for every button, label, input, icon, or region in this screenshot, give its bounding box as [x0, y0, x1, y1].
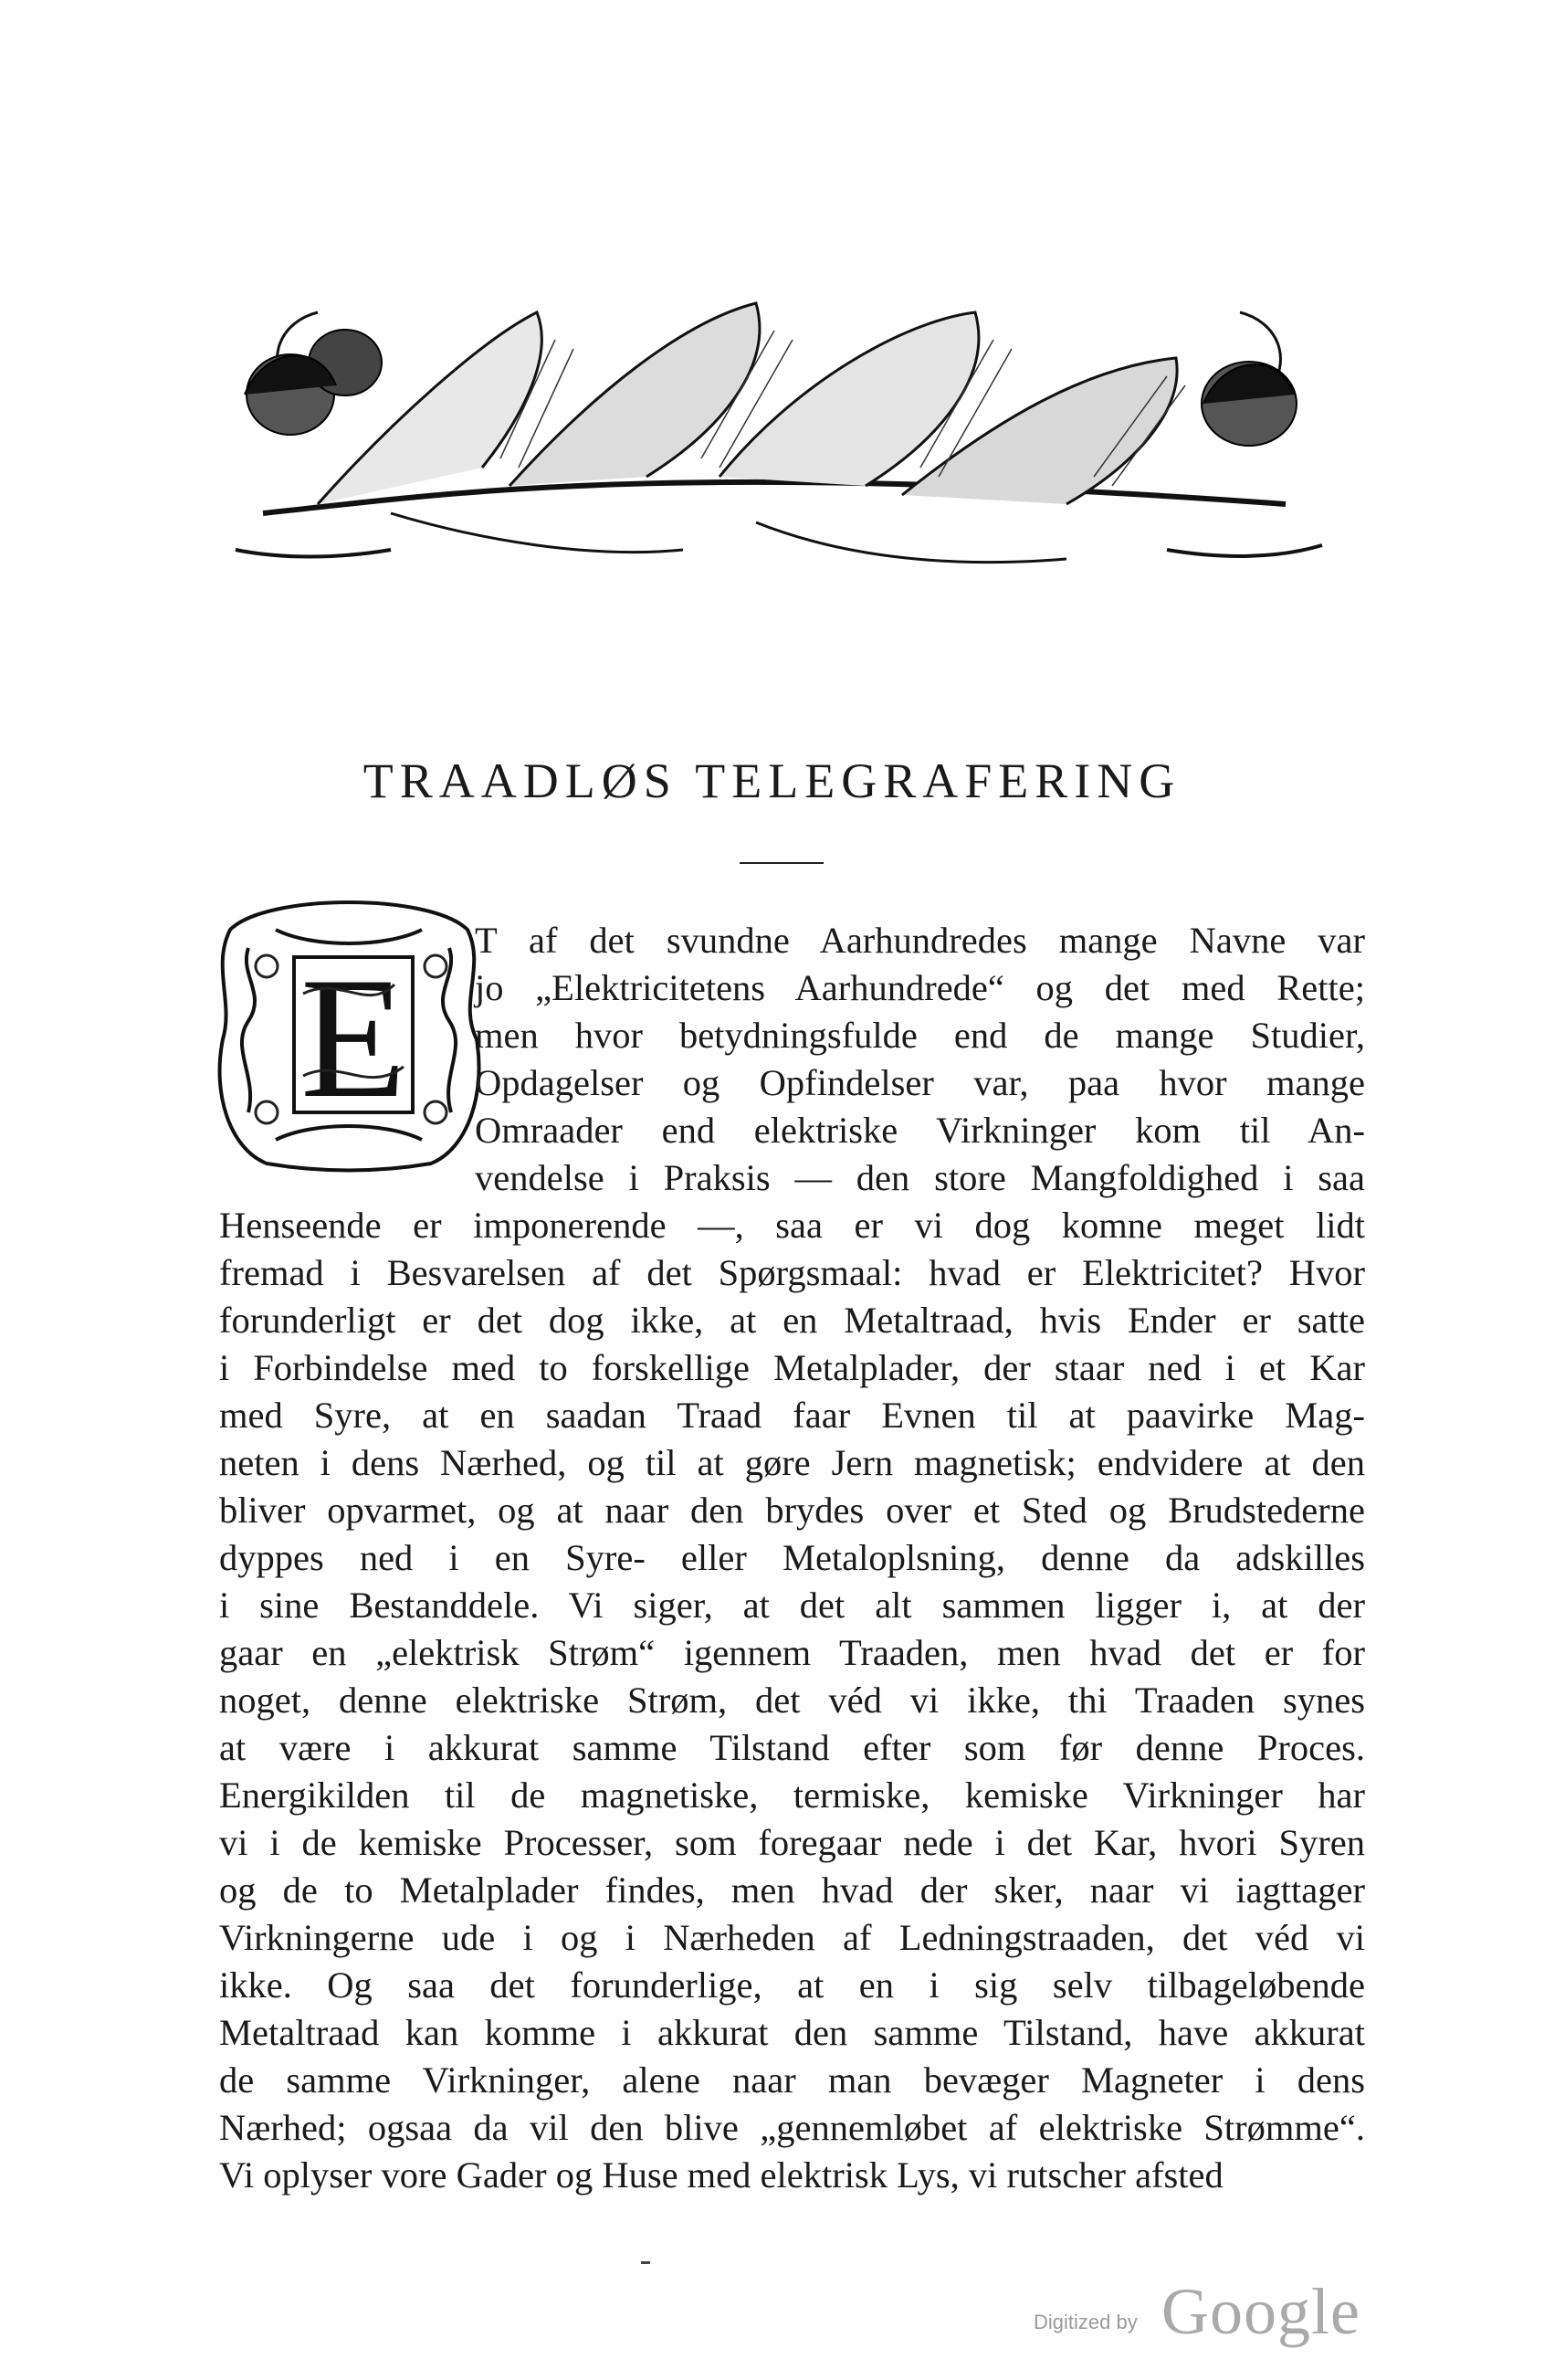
text-line: jo „Elektricitetens Aarhundrede“ og det med Rette;: [475, 967, 1365, 1008]
text-line: i Forbindelse med to forskellige Metalplader, der staar ned i et Kar: [219, 1347, 1365, 1388]
text-line: Henseende er imponerende —, saa er vi dog komne meget lidt: [219, 1205, 1365, 1246]
text-line: Omraader end elektriske Virkninger kom til An-: [475, 1110, 1365, 1151]
text-line: og de to Metalplader findes, men hvad der sker, naar vi iagttager: [219, 1869, 1365, 1911]
text-line: dyppes ned i en Syre- eller Metaloplsning, denne da adskilles: [219, 1537, 1365, 1578]
title-divider: [740, 862, 824, 864]
text-line: med Syre, at en saadan Traad faar Evnen til at paavirke Mag-: [219, 1395, 1365, 1436]
text-line: forunderligt er det dog ikke, at en Metaltraad, hvis Ender er satte: [219, 1300, 1365, 1341]
chapter-title: TRAADLØS TELEGRAFERING: [362, 753, 1182, 808]
text-line: de samme Virkninger, alene naar man bevæger Magneter i dens: [219, 2059, 1365, 2101]
text-line: i sine Bestanddele. Vi siger, at det alt sammen ligger i, at der: [219, 1585, 1365, 1626]
text-line: Opdagelser og Opfindelser var, paa hvor mange: [475, 1062, 1365, 1103]
text-line: Metaltraad kan komme i akkurat den samme Tilstand, have akkurat: [219, 2012, 1365, 2053]
text-line: at være i akkurat samme Tilstand efter som før denne Proces.: [219, 1727, 1365, 1768]
digitized-by-label: Digitized by: [1034, 2311, 1138, 2333]
text-line: T af det svundne Aarhundredes mange Navne var: [475, 920, 1365, 961]
text-line: neten i dens Nærhed, og til at gøre Jern magnetisk; endvidere at den: [219, 1442, 1365, 1483]
text-line: ikke. Og saa det forunderlige, at en i sig selv tilbageløbende: [219, 1964, 1365, 2006]
text-line: men hvor betydningsfulde end de mange Studier,: [475, 1015, 1365, 1056]
text-line: Virkningerne ude i og i Nærheden af Ledningstraaden, det véd vi: [219, 1917, 1365, 1958]
oak-leaf-header-ornament: [208, 285, 1350, 577]
text-line: gaar en „elektrisk Strøm“ igennem Traaden, men hvad det er for: [219, 1632, 1365, 1673]
text-line: Vi oplyser vore Gader og Huse med elektrisk Lys, vi rutscher afsted: [219, 2154, 1224, 2196]
text-line: bliver opvarmet, og at naar den brydes over et Sted og Brudstederne: [219, 1490, 1365, 1531]
text-line: Energikilden til de magnetiske, termiske, kemiske Virkninger har: [219, 1774, 1365, 1816]
initial-letter-glyph: E: [299, 943, 407, 1134]
google-watermark-logo: Google: [1161, 2275, 1360, 2348]
text-line: vendelse i Praksis — den store Mangfoldighed i saa: [475, 1157, 1365, 1198]
decorated-initial-letter: [212, 893, 486, 1173]
text-line: noget, denne elektriske Strøm, det véd vi ikke, thi Traaden synes: [219, 1680, 1365, 1721]
page-mark: [641, 2261, 650, 2264]
text-line: Nærhed; ogsaa da vil den blive „gennemløbet af elektriske Strømme“.: [219, 2107, 1365, 2148]
text-line: vi i de kemiske Processer, som foregaar nede i det Kar, hvori Syren: [219, 1822, 1365, 1863]
text-line: fremad i Besvarelsen af det Spørgsmaal: hvad er Elektricitet? Hvor: [219, 1252, 1365, 1293]
